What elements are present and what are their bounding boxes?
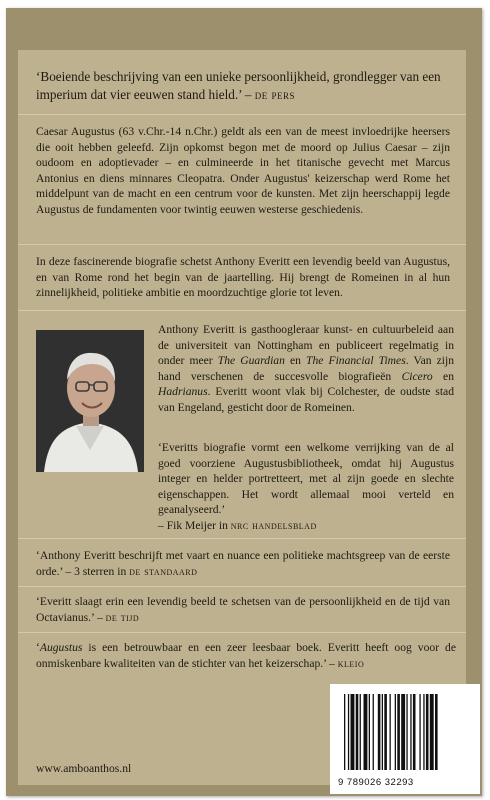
barcode-bar: [395, 694, 396, 770]
intro-paragraph: In deze fascinerende biografie schetst Anthony Everitt een levendig beeld van Augustus, en van Rome rond het begin van de jaartelling. Hij brengt de Romeinen in al hun zinnelijkheid, politieke ambitie en moordzuchtige glorie tot leven.: [36, 255, 450, 300]
barcode-bar: [426, 694, 429, 770]
barcode-bar: [384, 694, 387, 770]
divider: [18, 586, 466, 587]
divider: [18, 538, 466, 539]
divider: [18, 114, 466, 115]
press-quote-text: ‘Boeiende beschrijving van een unieke persoonlijkheid, grondlegger van een imperium dat vier eeuwen stand hield.’: [36, 69, 441, 102]
barcode-bar: [356, 694, 359, 770]
press-quote: ‘Boeiende beschrijving van een unieke persoonlijkheid, grondlegger van een imperium dat vier eeuwen stand hield.’ – de pers: [36, 69, 441, 102]
barcode-bar: [351, 694, 355, 770]
barcode-bars: [330, 684, 480, 780]
barcode: [330, 684, 480, 794]
barcode-bar: [382, 694, 383, 770]
review-kleio: ‘Augustus is een betrouwbaar en een zeer leesbaar boek. Everitt heeft oog voor de onmiskenbare kwaliteiten van de stichter van het keizerschap.’ – kleio: [36, 641, 456, 670]
press-quote-source: de pers: [254, 86, 296, 102]
barcode-bar: [378, 694, 381, 770]
divider: [18, 632, 466, 633]
summary-paragraph: Caesar Augustus (63 v.Chr.-14 n.Chr.) geldt als een van de meest invloedrijke heersers die ooit hebben geleefd. Zijn opkomst begon met de moord op Julius Caesar – zijn oudoom en adoptievader – en culmineerde in het titanische gevecht met Marcus Antonius en diens minnares Cleopatra. Onder Augustus' keizerschap werd Rome het middelpunt van de macht en een centrum voor de kunsten. Met zijn heerschappij legde Augustus de fundamenten voor twintig eeuwen westerse geschiedenis.: [36, 125, 450, 216]
barcode-bar: [369, 694, 370, 770]
barcode-bar: [435, 694, 438, 770]
barcode-bar: [419, 694, 420, 770]
barcode-bar: [430, 694, 434, 770]
publisher-website: www.amboanthos.nl: [36, 762, 132, 775]
divider: [18, 244, 466, 245]
review-nrc: ‘Everitts biografie vormt een welkome verrijking van de al goed voorziene Augustusbibliotheek, omdat hij Augustus integer en helder portretteert, met al zijn goede en slechte eigenschappen. Het wordt allemaal mooi verteld en geanalyseerd.’ – Fik Meijer in nrc handelsblad: [158, 441, 454, 532]
barcode-bar: [348, 694, 349, 770]
barcode-bar: [397, 694, 400, 770]
barcode-bar: [344, 694, 345, 770]
barcode-bar: [360, 694, 361, 770]
author-photo: [36, 330, 144, 472]
review-tijd: ‘Everitt slaagt erin een levendig beeld te schetsen van de persoonlijkheid en de tijd van Octavianus.’ – de tijd: [36, 595, 450, 624]
barcode-bar: [406, 694, 407, 770]
author-bio: Anthony Everitt is gasthoogleraar kunst- en cultuurbeleid aan de universiteit van Nottingham en publiceert regelmatig in onder meer The Guardian en The Financial Times. Van zijn hand verschenen de succesvolle biografieën Cicero en Hadrianus. Everitt woont vlak bij Colchester, de oudste stad van Engeland, gesticht door de Romeinen.: [158, 323, 454, 414]
author-portrait-image: [36, 330, 144, 472]
barcode-bar: [364, 694, 368, 770]
barcode-bar: [423, 694, 424, 770]
barcode-bar: [373, 694, 374, 770]
isbn-number: 9 789026 32293: [338, 777, 414, 788]
barcode-bar: [413, 694, 416, 770]
barcode-bar: [410, 694, 411, 770]
review-standaard: ‘Anthony Everitt beschrijft met vaart en nuance een politieke machtsgreep van de eerste orde.’ – 3 sterren in de standaard: [36, 549, 450, 578]
divider: [18, 310, 466, 311]
barcode-bar: [401, 694, 405, 770]
barcode-bar: [390, 694, 391, 770]
